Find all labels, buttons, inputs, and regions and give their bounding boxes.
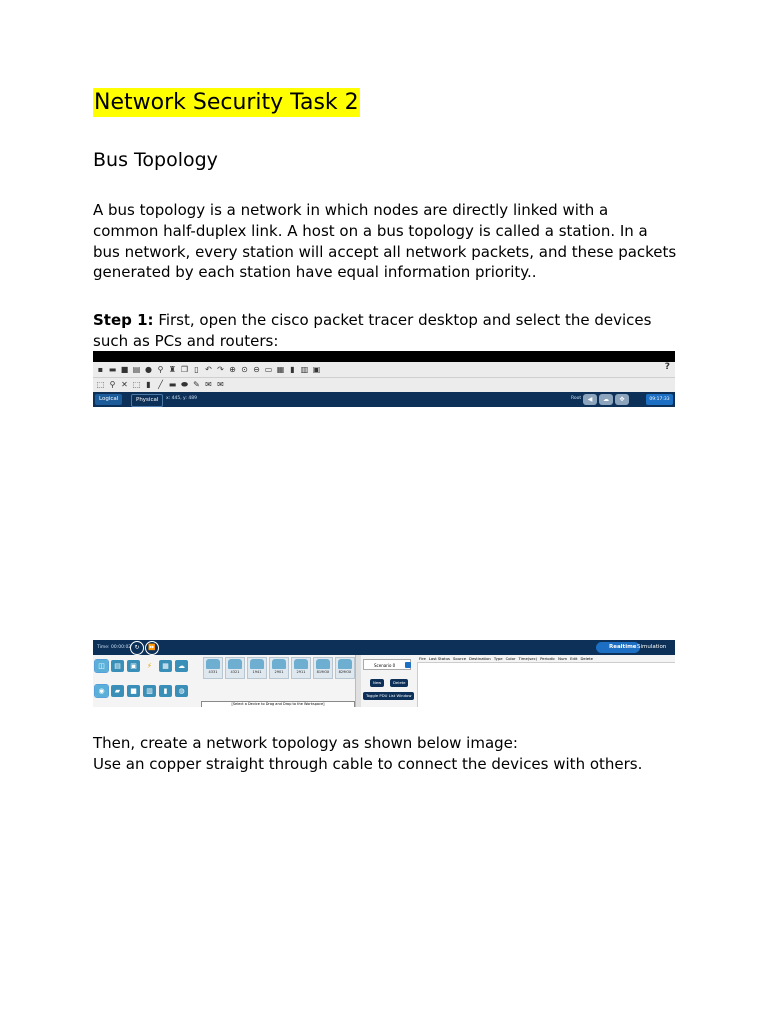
network-info-icon: ♜ <box>168 365 177 374</box>
simulation-mode: Simulation <box>637 644 667 650</box>
rectangle-icon: ▬ <box>168 380 177 389</box>
toggle-pdu-button: Toggle PDU List Window <box>363 692 414 700</box>
logical-tab: Logical <box>95 394 122 405</box>
instructions-paragraph <box>93 733 678 775</box>
save-icon: ■ <box>120 365 129 374</box>
root-label: Root <box>571 396 582 401</box>
column-header: Last Status <box>428 656 450 661</box>
chevron-down-icon <box>405 662 411 668</box>
routers-icon: ◉ <box>95 685 108 697</box>
network-devices-icon: ◫ <box>95 660 108 672</box>
components-icon: ▣ <box>127 660 140 672</box>
realtime-mode: Realtime <box>596 642 640 653</box>
model-item: 4321 <box>225 657 245 679</box>
new-file-icon: ▪ <box>97 365 104 374</box>
open-folder-icon: ▬ <box>108 365 117 374</box>
physical-tab: Physical <box>131 394 163 407</box>
intro-paragraph: A bus topology is a network in which nodes are directly linked with a common half-duplex link. A host on a bus topology is called a station. In a bus network, every station will accept all network packets, and these packets generated by each station have equal information priority.. <box>93 201 677 282</box>
scenario-select: Scenario 0 <box>363 659 411 670</box>
complex-pdu-icon: ✉ <box>217 380 224 389</box>
column-header: Type <box>493 656 503 661</box>
time-readout: Time: 00:00:02 <box>97 645 132 650</box>
print-icon: ▤ <box>132 365 141 374</box>
column-header: Num <box>558 656 568 661</box>
wireless-icon: ▥ <box>143 685 156 697</box>
connections-icon: ⚡ <box>147 662 152 670</box>
cloud-icon: ☁ <box>599 394 613 405</box>
column-header: Destination <box>469 656 491 661</box>
column-header: Color <box>505 656 516 661</box>
pdu-table-header <box>417 655 675 663</box>
column-header: Edit <box>570 656 578 661</box>
wan-icon: ◍ <box>175 685 188 697</box>
undo-icon: ↶ <box>205 365 212 374</box>
model-item: 4331 <box>203 657 223 679</box>
model-item: 829IOX <box>335 657 355 679</box>
select-icon: ⬚ <box>96 380 105 389</box>
main-toolbar <box>93 362 675 378</box>
column-header: Fire <box>419 656 426 661</box>
model-item: 1941 <box>247 657 267 679</box>
inspect-icon: ⚲ <box>109 380 116 389</box>
title-bar <box>93 351 675 362</box>
model-item: 2911 <box>291 657 311 679</box>
info-icon: ● <box>145 365 152 374</box>
step1-label: Step 1: <box>93 311 154 329</box>
security-icon: ▮ <box>159 685 172 697</box>
delete-scenario-button: Delete <box>390 679 408 687</box>
step1-text: First, open the cisco packet tracer desktop and select the devices such as PCs and routers: <box>93 311 652 350</box>
fast-forward-icon: ⏩ <box>145 641 159 655</box>
logical-workspace <box>93 407 675 640</box>
column-header: Time(sec) <box>518 656 538 661</box>
panel-divider <box>355 655 361 707</box>
wizard-icon: ⚲ <box>157 365 164 374</box>
clock-display: 09:17:33 <box>646 394 673 405</box>
end-devices-icon: ▤ <box>111 660 124 672</box>
add-pdu-icon: ✉ <box>205 380 212 389</box>
column-header: Delete <box>580 656 593 661</box>
paste-icon: ▯ <box>194 365 199 374</box>
document-title: Network Security Task 2 <box>94 90 359 115</box>
line-icon: ╱ <box>158 380 163 389</box>
image-icon: ▣ <box>312 365 321 374</box>
section-heading: Bus Topology <box>93 149 218 171</box>
model-item: 2901 <box>269 657 289 679</box>
cursor-coordinates: x: 445, y: 489 <box>166 396 197 401</box>
custom-devices-icon: ▦ <box>276 365 285 374</box>
zoom-in-icon: ⊕ <box>229 365 236 374</box>
pdu-table-body <box>417 663 675 707</box>
hubs-icon: ■ <box>127 685 140 697</box>
tools-toolbar <box>93 378 675 392</box>
zoom-reset-icon: ⊙ <box>241 365 248 374</box>
viewport-icon: ✥ <box>615 394 629 405</box>
drawing-palette-icon: ▭ <box>264 365 273 374</box>
new-scenario-button: New <box>370 679 384 687</box>
freeform-icon: ✎ <box>193 380 200 389</box>
notes-icon: ▮ <box>290 365 295 374</box>
instruction-line-2: Use an copper straight through cable to connect the devices with others. <box>93 754 643 773</box>
step1-paragraph <box>93 310 678 352</box>
column-header: Periodic <box>540 656 556 661</box>
model-item: 819IOX <box>313 657 333 679</box>
back-icon: ◀ <box>583 394 597 405</box>
cloud-device-icon: ☁ <box>175 660 188 672</box>
packet-tracer-screenshot <box>93 351 675 707</box>
router-models <box>203 657 355 679</box>
help-icon: ? <box>664 362 670 372</box>
workspace-list-icon: ▥ <box>300 365 309 374</box>
note-icon: ▮ <box>146 380 151 389</box>
ellipse-icon: ⬬ <box>181 380 188 389</box>
copy-icon: ❐ <box>180 365 189 374</box>
redo-icon: ↷ <box>217 365 224 374</box>
instruction-line-1: Then, create a network topology as shown below image: <box>93 734 518 752</box>
time-bar <box>93 640 675 655</box>
resize-icon: ⬚ <box>132 380 141 389</box>
power-cycle-icon: ↻ <box>130 641 144 655</box>
misc-icon: ▦ <box>159 660 172 672</box>
drag-hint: [Select a Device to Drag and Drop to the Workspace] <box>201 701 355 707</box>
zoom-out-icon: ⊖ <box>253 365 260 374</box>
column-header: Source <box>453 656 467 661</box>
delete-icon: ✕ <box>121 380 128 389</box>
switches-icon: ▰ <box>111 685 124 697</box>
workspace-bar <box>93 392 675 407</box>
